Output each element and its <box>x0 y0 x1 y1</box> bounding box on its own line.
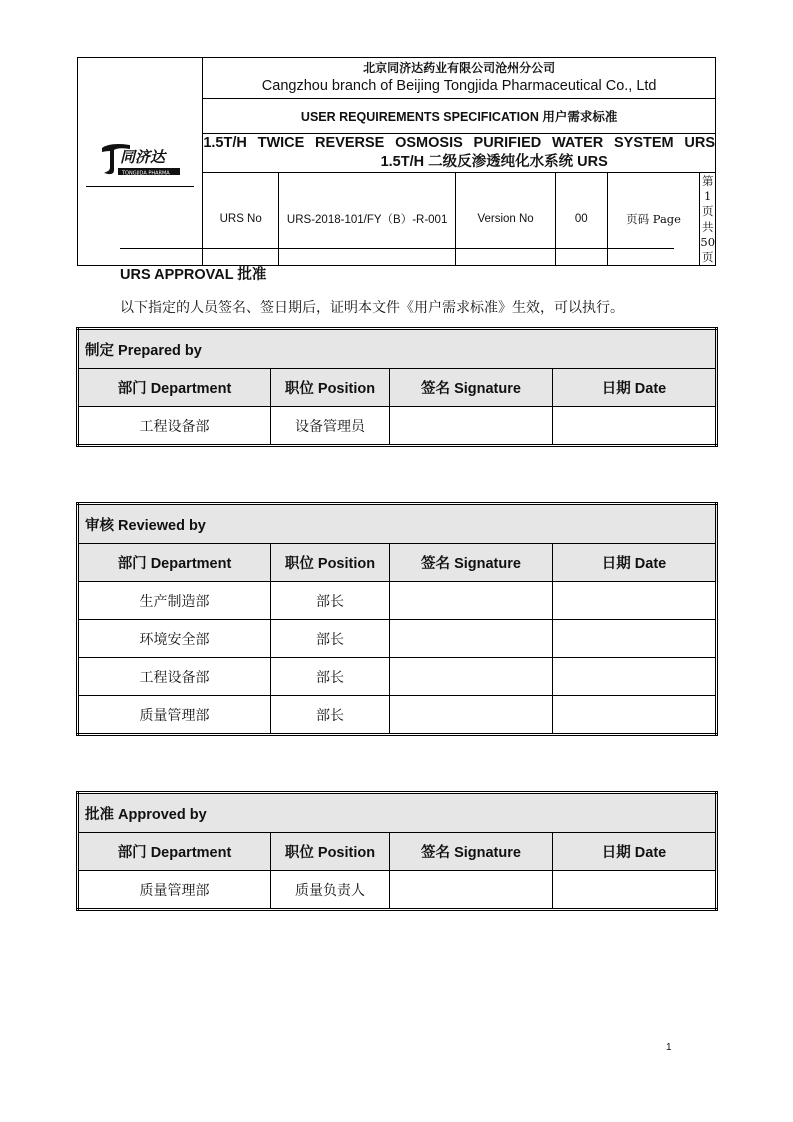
date-cell <box>553 871 717 910</box>
prepared-header-row <box>78 369 717 407</box>
col-position: 职位 Position <box>271 833 390 871</box>
reviewed-by-title: 审核 Reviewed by <box>78 504 717 544</box>
table-row <box>78 407 717 446</box>
company-name-cn: 北京同济达药业有限公司沧州分公司 <box>363 61 556 75</box>
signature-cell <box>390 696 553 735</box>
department-cell: 环境安全部 <box>78 620 271 658</box>
col-position: 职位 Position <box>271 544 390 582</box>
company-name-en: Cangzhou branch of Beijing Tongjida Pharmaceutical Co., Ltd <box>261 78 657 94</box>
date-cell <box>553 582 717 620</box>
table-row <box>78 871 717 910</box>
version-value: 00 <box>555 173 607 266</box>
signature-cell <box>390 620 553 658</box>
col-signature: 签名 Signature <box>390 833 553 871</box>
department-cell: 质量管理部 <box>78 871 271 910</box>
signature-cell <box>390 582 553 620</box>
prepared-by-title: 制定 Prepared by <box>78 329 717 369</box>
col-signature: 签名 Signature <box>390 369 553 407</box>
position-cell: 部长 <box>271 658 390 696</box>
date-cell <box>553 658 717 696</box>
approved-by-title: 批准 Approved by <box>78 793 717 833</box>
urs-no-label: URS No <box>203 173 279 266</box>
col-date: 日期 Date <box>553 833 717 871</box>
position-cell: 设备管理员 <box>271 407 390 446</box>
col-date: 日期 Date <box>553 544 717 582</box>
system-title-cn: 1.5T/H 二级反渗透纯化水系统 URS <box>380 154 608 170</box>
logo-text: 同济达 <box>120 148 166 166</box>
table-row <box>78 620 717 658</box>
col-signature: 签名 Signature <box>390 544 553 582</box>
prepared-by-table <box>76 327 718 447</box>
col-date: 日期 Date <box>553 369 717 407</box>
approved-by-table <box>76 791 718 911</box>
date-cell <box>553 620 717 658</box>
table-row <box>78 582 717 620</box>
col-department: 部门 Department <box>78 833 271 871</box>
svg-text:TONGJIDA PHARMA: TONGJIDA PHARMA <box>122 170 170 177</box>
position-cell: 部长 <box>271 620 390 658</box>
company-cell <box>203 58 716 99</box>
department-cell: 质量管理部 <box>78 696 271 735</box>
department-cell: 工程设备部 <box>78 658 271 696</box>
version-label: Version No <box>456 173 556 266</box>
header-rule <box>120 248 674 249</box>
approval-intro: 以下指定的人员签名、签日期后，证明本文件《用户需求标准》生效，可以执行。 <box>120 300 624 316</box>
page-value: 第 1页共 50页 <box>700 174 716 264</box>
department-cell: 工程设备部 <box>78 407 271 446</box>
signature-cell <box>390 407 553 446</box>
company-logo <box>100 142 182 178</box>
date-cell <box>553 696 717 735</box>
department-cell: 生产制造部 <box>78 582 271 620</box>
approval-heading: URS APPROVAL 批准 <box>120 267 267 283</box>
system-title-cell <box>203 134 716 173</box>
table-row <box>78 658 717 696</box>
reviewed-by-table <box>76 502 718 736</box>
table-row <box>78 696 717 735</box>
signature-cell <box>390 871 553 910</box>
approved-header-row <box>78 833 717 871</box>
document-title: USER REQUIREMENTS SPECIFICATION 用户需求标准 <box>203 99 716 134</box>
signature-cell <box>390 658 553 696</box>
position-cell: 部长 <box>271 582 390 620</box>
document-header <box>77 57 716 266</box>
page-label: 页码 Page <box>607 173 700 266</box>
urs-no-value: URS-2018-101/FY（B）-R-001 <box>279 173 456 266</box>
col-department: 部门 Department <box>78 544 271 582</box>
reviewed-header-row <box>78 544 717 582</box>
position-cell: 部长 <box>271 696 390 735</box>
logo-cell <box>78 58 203 266</box>
col-position: 职位 Position <box>271 369 390 407</box>
page-number: 1 <box>666 1042 672 1053</box>
system-title-en: 1.5T/H TWICE REVERSE OSMOSIS PURIFIED WATER SYSTEM URS <box>203 135 715 151</box>
date-cell <box>553 407 717 446</box>
col-department: 部门 Department <box>78 369 271 407</box>
position-cell: 质量负责人 <box>271 871 390 910</box>
logo-divider <box>86 186 194 187</box>
